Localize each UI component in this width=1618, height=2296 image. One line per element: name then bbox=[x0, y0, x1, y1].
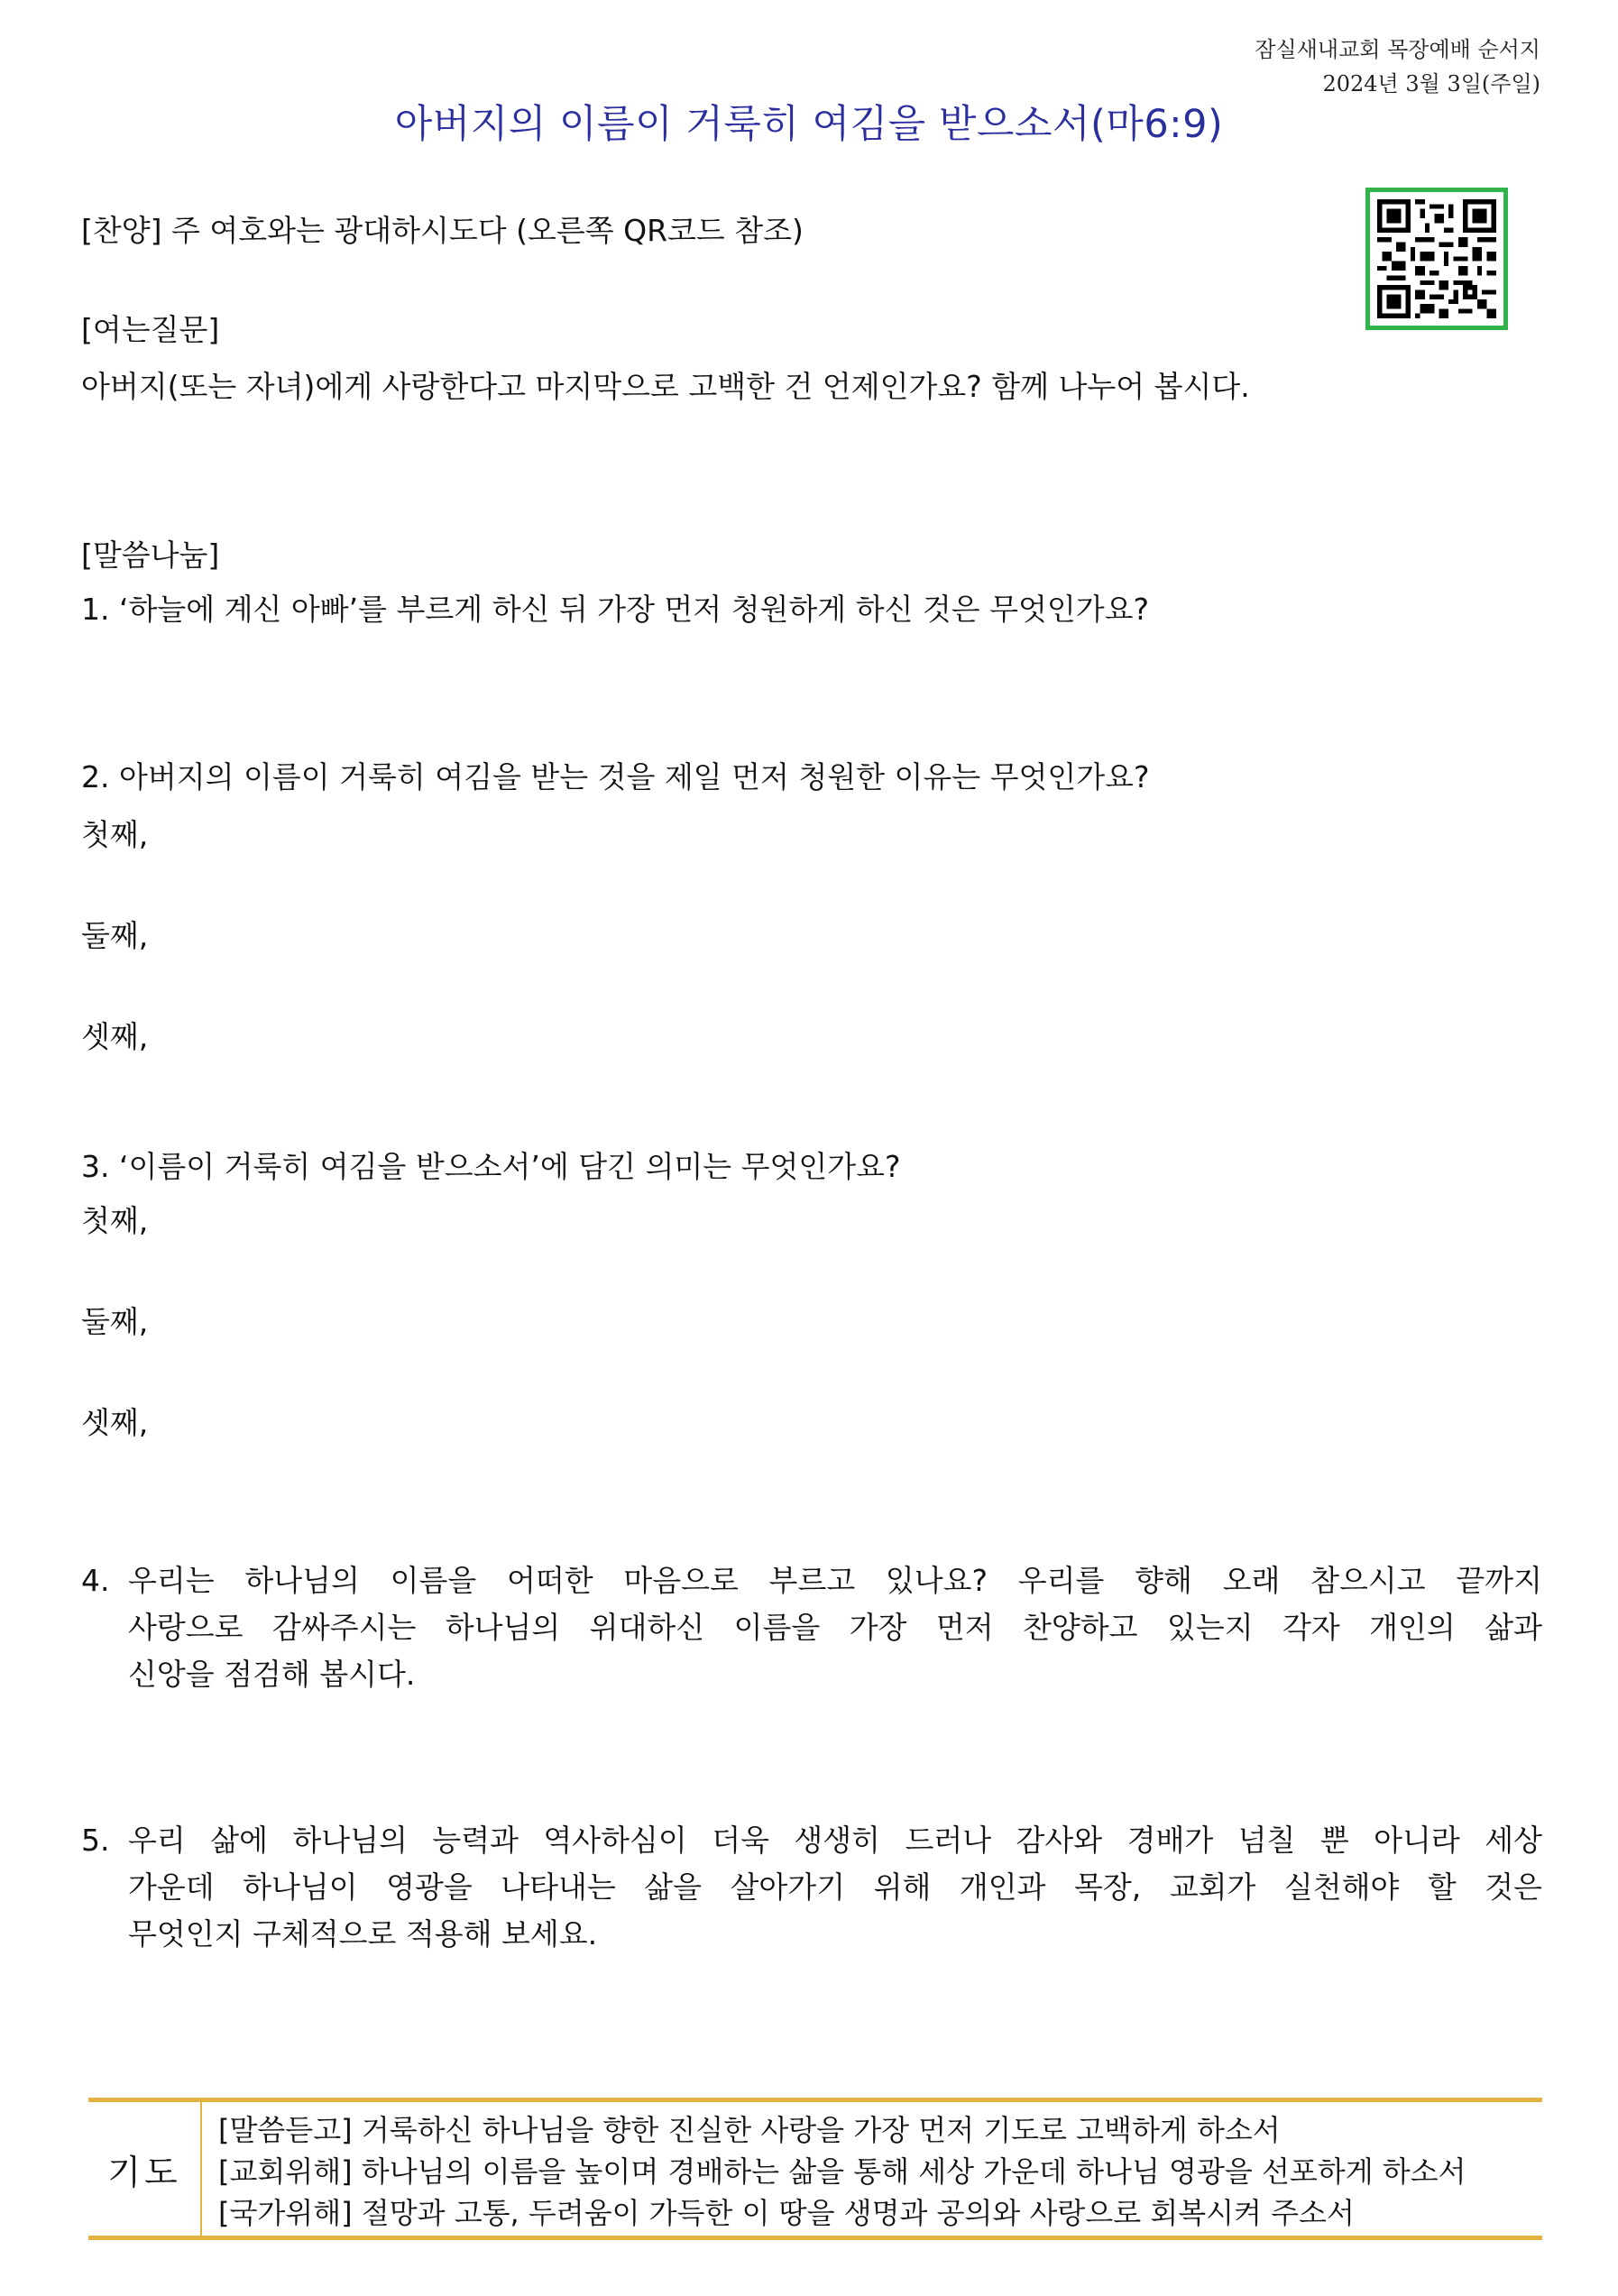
prayer-line-nation: [국가위해] 절망과 고통, 두려움이 가득한 이 땅을 생명과 공의와 사랑으로 회복시켜 주소서 bbox=[218, 2196, 1355, 2230]
opening-question: 아버지(또는 자녀)에게 사랑한다고 마지막으로 고백한 건 언제인가요? 함께 나누어 봅시다. bbox=[81, 369, 1250, 404]
sharing-label: [말씀나눔] bbox=[81, 537, 220, 573]
opening-label: [여는질문] bbox=[81, 312, 220, 347]
question-4-line-2: 사랑으로 감싸주시는 하나님의 위대하신 이름을 가장 먼저 찬양하고 있는지 각자 개인의 삶과 bbox=[128, 1610, 1542, 1645]
qr-code-graphic bbox=[1377, 199, 1496, 318]
prayer-label: 기도 bbox=[88, 2102, 202, 2236]
question-5-line-2: 가운데 하나님이 영광을 나타내는 삶을 살아가기 위해 개인과 목장, 교회가 실천해야 할 것은 bbox=[128, 1869, 1542, 1905]
praise-line: [찬양] 주 여호와는 광대하시도다 (오른쪽 QR코드 참조) bbox=[81, 213, 804, 248]
question-5-line-3: 무엇인지 구체적으로 적용해 보세요. bbox=[128, 1916, 598, 1952]
question-3: 3. ‘이름이 거룩히 여김을 받으소서’에 담긴 의미는 무엇인가요? bbox=[81, 1149, 901, 1184]
church-name: 잠실새내교회 목장예배 순서지 bbox=[1255, 37, 1540, 62]
question-2-point-3: 셋째, bbox=[81, 1019, 149, 1054]
question-3-point-2: 둘째, bbox=[81, 1304, 149, 1339]
question-2-point-2: 둘째, bbox=[81, 918, 149, 953]
question-4-line-1: 우리는 하나님의 이름을 어떠한 마음으로 부르고 있나요? 우리를 향해 오래 참으시고 끝까지 bbox=[128, 1563, 1542, 1598]
question-2: 2. 아버지의 이름이 거룩히 여김을 받는 것을 제일 먼저 청원한 이유는 무엇인가요? bbox=[81, 759, 1150, 794]
service-date: 2024년 3월 3일(주일) bbox=[1322, 71, 1540, 96]
question-3-point-1: 첫째, bbox=[81, 1203, 149, 1238]
prayer-lines bbox=[202, 2102, 1466, 2236]
prayer-line-word: [말씀듣고] 거룩하신 하나님을 향한 진실한 사랑을 가장 먼저 기도로 고백하게 하소서 bbox=[218, 2113, 1281, 2147]
prayer-box bbox=[88, 2098, 1542, 2240]
question-4-number: 4. bbox=[81, 1563, 110, 1598]
question-3-point-3: 셋째, bbox=[81, 1405, 149, 1440]
question-2-point-1: 첫째, bbox=[81, 817, 149, 852]
header-info bbox=[1255, 32, 1540, 101]
question-4-line-3: 신앙을 점검해 봅시다. bbox=[128, 1657, 416, 1692]
prayer-line-church: [교회위해] 하나님의 이름을 높이며 경배하는 삶을 통해 세상 가운데 하나님 영광을 선포하게 하소서 bbox=[218, 2154, 1466, 2189]
question-5-number: 5. bbox=[81, 1823, 110, 1858]
question-5-line-1: 우리 삶에 하나님의 능력과 역사하심이 더욱 생생히 드러나 감사와 경배가 넘칠 뿐 아니라 세상 bbox=[128, 1823, 1542, 1858]
page-title: 아버지의 이름이 거룩히 여김을 받으소서(마6:9) bbox=[394, 102, 1224, 147]
question-4-body bbox=[128, 1557, 1542, 1698]
question-5 bbox=[81, 1817, 1542, 1958]
question-1: 1. ‘하늘에 계신 아빠’를 부르게 하신 뒤 가장 먼저 청원하게 하신 것은 무엇인가요? bbox=[81, 592, 1150, 627]
question-4 bbox=[81, 1557, 1542, 1698]
question-5-body bbox=[128, 1817, 1542, 1958]
